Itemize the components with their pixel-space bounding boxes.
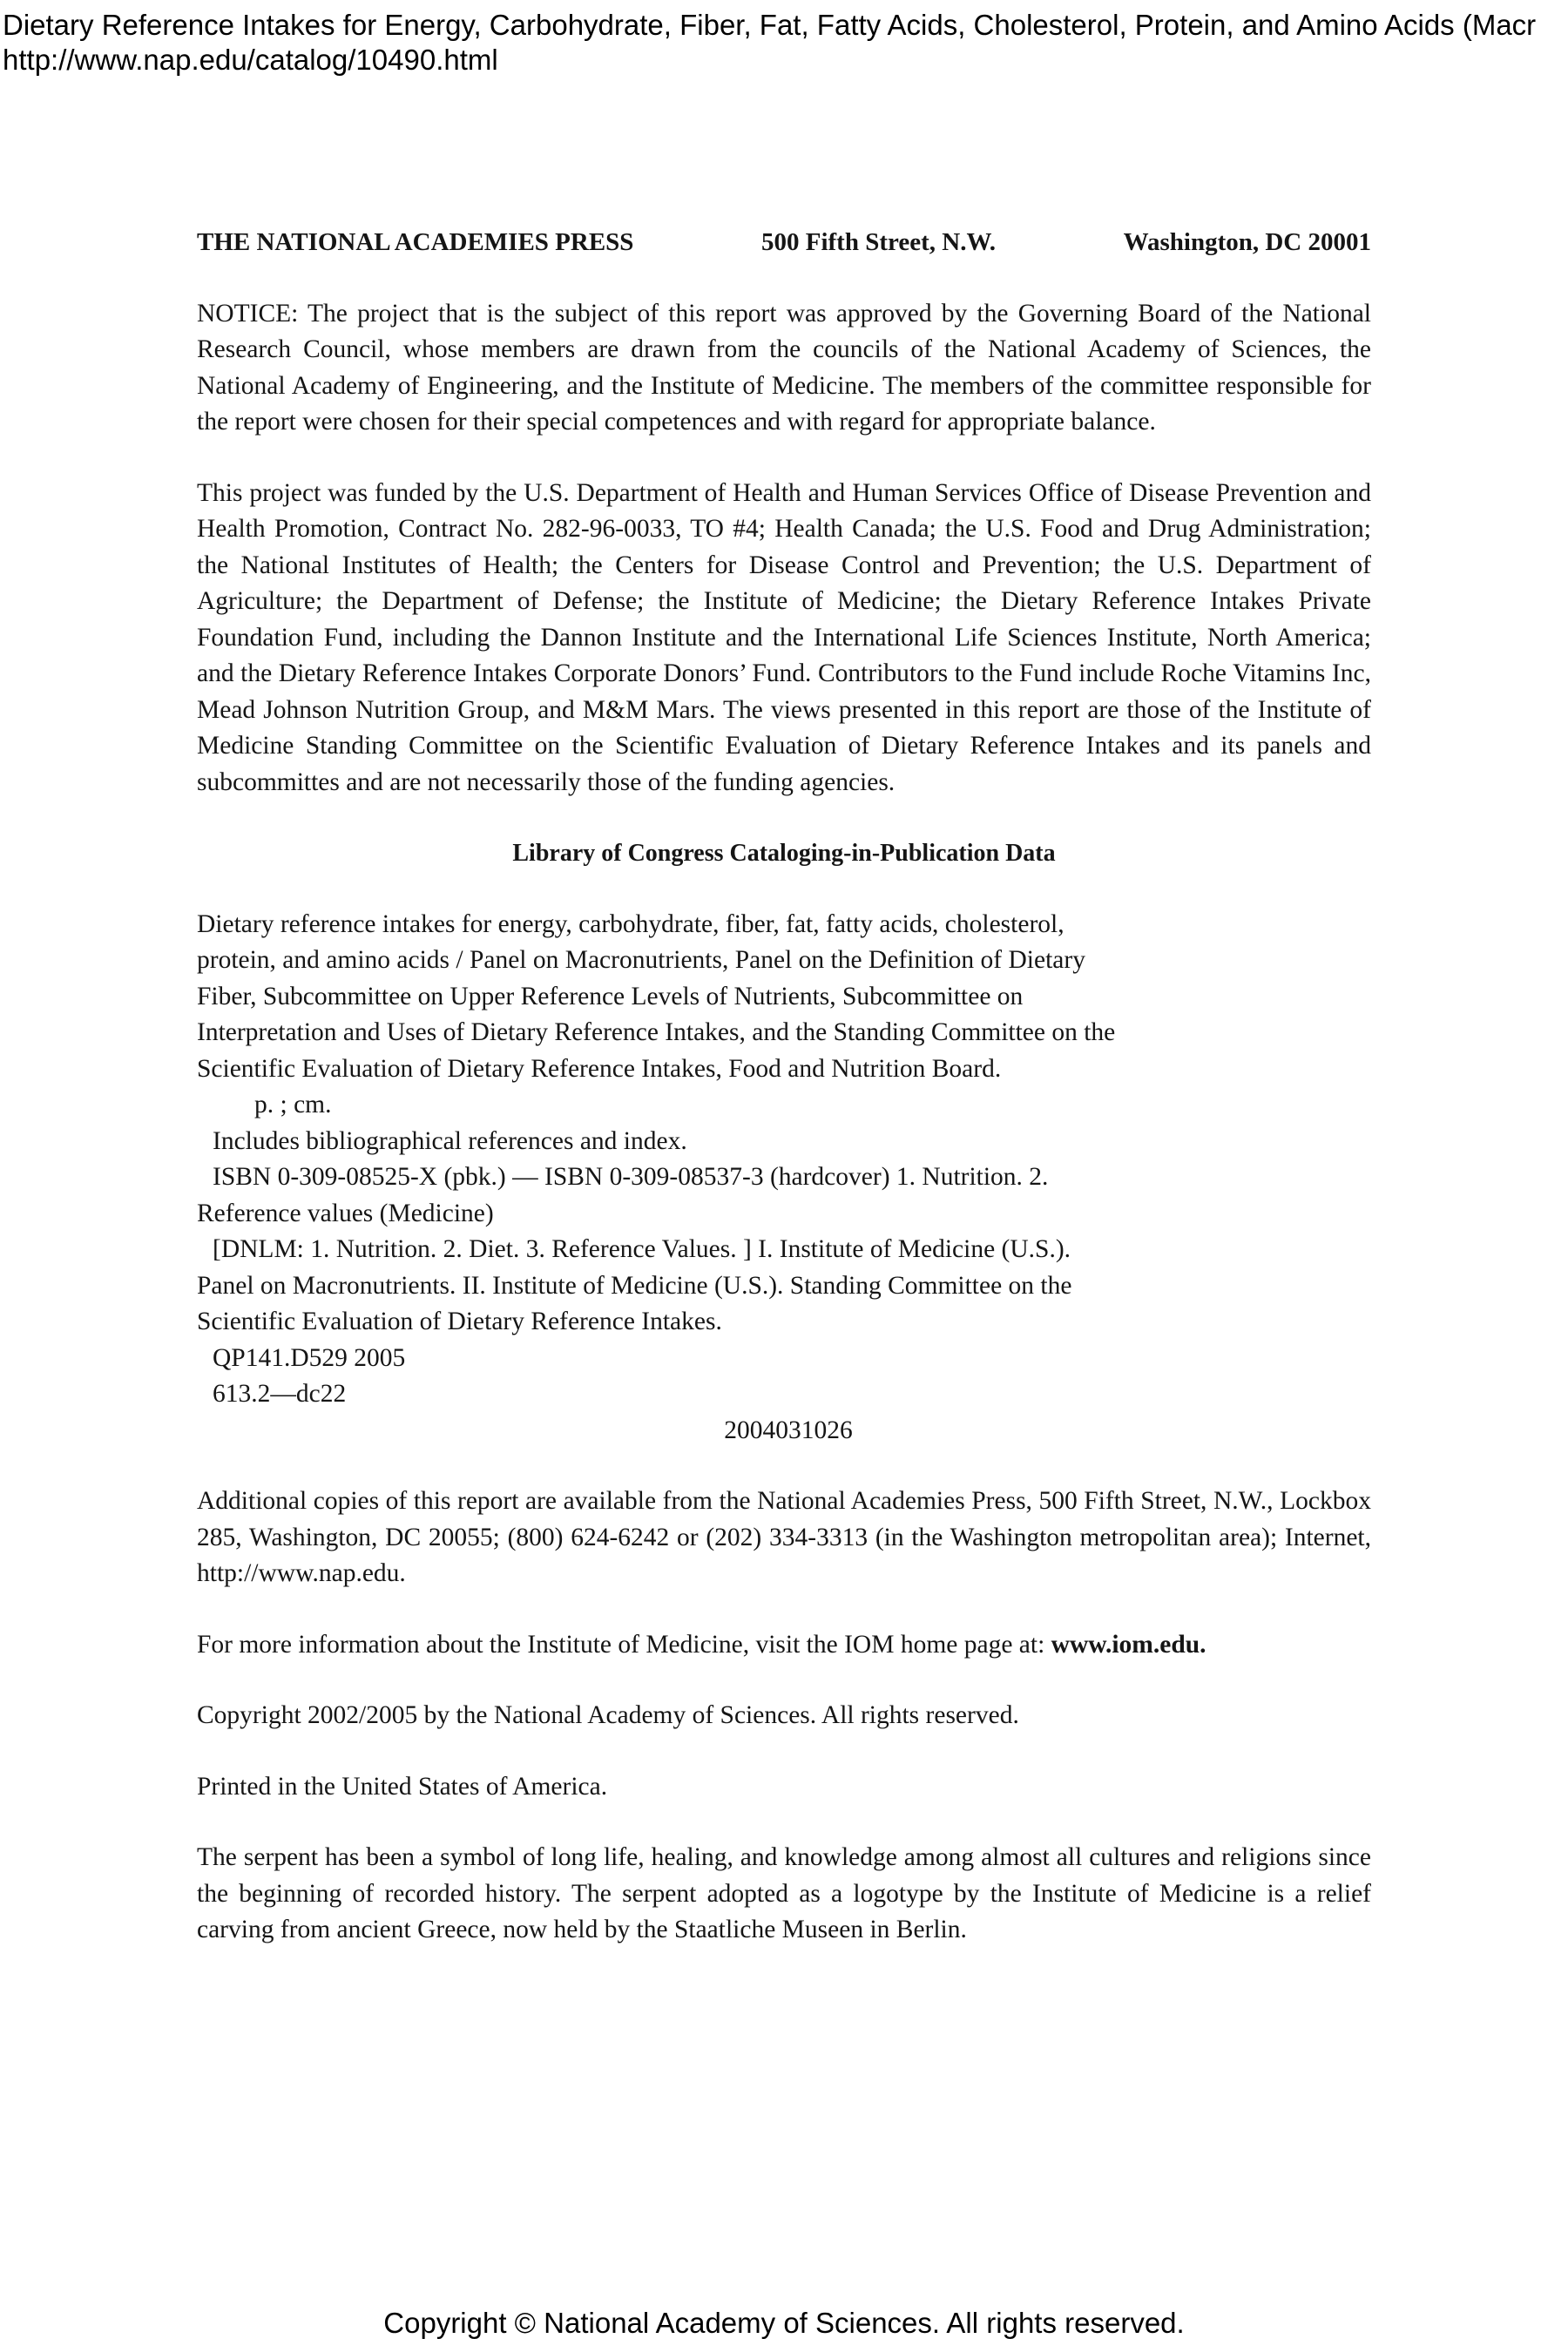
additional-copies-paragraph: Additional copies of this report are available from the National Academies Press, 500 Fifth Street, N.W., Lockbox 285, Washington, DC 20055; (800) 624-6242 or (202) 334-3313 (in the Washington metropolitan area); Internet, http://www.nap.edu. xyxy=(197,1487,1371,1587)
serpent-paragraph: The serpent has been a symbol of long life, healing, and knowledge among almost all cultures and religions since the beginning of recorded history. The serpent adopted as a logotype by the Institute of Medicine is a relief carving from ancient Greece, now held by the Staatliche Museen in Berlin. xyxy=(197,1843,1371,1943)
cip-dnlm: [DNLM: 1. Nutrition. 2. Diet. 3. Reference Values. ] I. Institute of Medicine (U.S.). xyxy=(213,1235,1071,1263)
cip-lccn: 2004031026 xyxy=(724,1416,853,1444)
cip-heading: Library of Congress Cataloging-in-Publication Data xyxy=(512,840,1056,867)
document-title-header: Dietary Reference Intakes for Energy, Carbohydrate, Fiber, Fat, Fatty Acids, Cholesterol, Protein, and Amino Acids (Macr xyxy=(3,9,1537,41)
printed-line: Printed in the United States of America. xyxy=(197,1772,608,1801)
cip-description-line: Interpretation and Uses of Dietary Reference Intakes, and the Standing Committee on the xyxy=(197,1018,1116,1046)
footer-copyright: Copyright © National Academy of Sciences. All rights reserved. xyxy=(383,2307,1185,2339)
cip-isbn-continued: Reference values (Medicine) xyxy=(197,1199,494,1227)
cip-description-line: protein, and amino acids / Panel on Macronutrients, Panel on the Definition of Dietary xyxy=(197,946,1085,974)
cip-description-line: Scientific Evaluation of Dietary Reference Intakes, Food and Nutrition Board. xyxy=(197,1054,1002,1083)
publisher-street: 500 Fifth Street, N.W. xyxy=(761,228,997,256)
cip-bibliography: Includes bibliographical references and index. xyxy=(213,1126,687,1155)
cip-dnlm-continued: Scientific Evaluation of Dietary Reference Intakes. xyxy=(197,1308,722,1335)
cip-physical: p. ; cm. xyxy=(254,1091,332,1119)
cip-description-line: Dietary reference intakes for energy, carbohydrate, fiber, fat, fatty acids, cholesterol, xyxy=(197,909,1064,938)
publisher-name: THE NATIONAL ACADEMIES PRESS xyxy=(197,228,634,256)
iom-link[interactable]: www.iom.edu. xyxy=(1051,1630,1206,1659)
cip-dnlm-continued: Panel on Macronutrients. II. Institute of Medicine (U.S.). Standing Committee on the xyxy=(197,1271,1072,1300)
notice-paragraph: NOTICE: The project that is the subject of this report was approved by the Governing Board of the National Research Council, whose members are drawn from the councils of the National Academy of Sciences, the National Academy of Engineering, and the Institute of Medicine. The members of the committee responsible for the report were chosen for their special competences and with regard for appropriate balance. xyxy=(197,299,1371,436)
cip-dewey: 613.2—dc22 xyxy=(213,1380,347,1408)
catalog-url: http://www.nap.edu/catalog/10490.html xyxy=(3,44,498,76)
cip-lc-class: QP141.D529 2005 xyxy=(213,1343,406,1372)
cip-isbn: ISBN 0-309-08525-X (pbk.) — ISBN 0-309-08537-3 (hardcover) 1. Nutrition. 2. xyxy=(213,1163,1049,1191)
publisher-line xyxy=(197,225,1371,261)
cip-description-line: Fiber, Subcommittee on Upper Reference Levels of Nutrients, Subcommittee on xyxy=(197,982,1024,1010)
publisher-city: Washington, DC 20001 xyxy=(1123,228,1371,256)
iom-info-text: For more information about the Institute of Medicine, visit the IOM home page at: xyxy=(197,1630,1051,1659)
copyright-line: Copyright 2002/2005 by the National Academy of Sciences. All rights reserved. xyxy=(197,1701,1019,1729)
copyright-page xyxy=(197,225,1371,1984)
cip-data-block xyxy=(197,907,1371,1413)
funding-paragraph: This project was funded by the U.S. Department of Health and Human Services Office of Disease Prevention and Health Promotion, Contract No. 282-96-0033, TO #4; Health Canada; the U.S. Food and Drug Administration; the National Institutes of Health; the Centers for Disease Control and Prevention; the U.S. Department of Agriculture; the Department of Defense; the Institute of Medicine; the Dietary Reference Intakes Private Foundation Fund, including the Dannon Institute and the International Life Sciences Institute, North America; and the Dietary Reference Intakes Corporate Donors’ Fund. Contributors to the Fund include Roche Vitamins Inc, Mead Johnson Nutrition Group, and M&M Mars. The views presented in this report are those of the Institute of Medicine Standing Committee on the Scientific Evaluation of Dietary Reference Intakes and its panels and subcommittes and are not necessarily those of the funding agencies. xyxy=(197,478,1371,796)
iom-info-line xyxy=(197,1627,1371,1664)
